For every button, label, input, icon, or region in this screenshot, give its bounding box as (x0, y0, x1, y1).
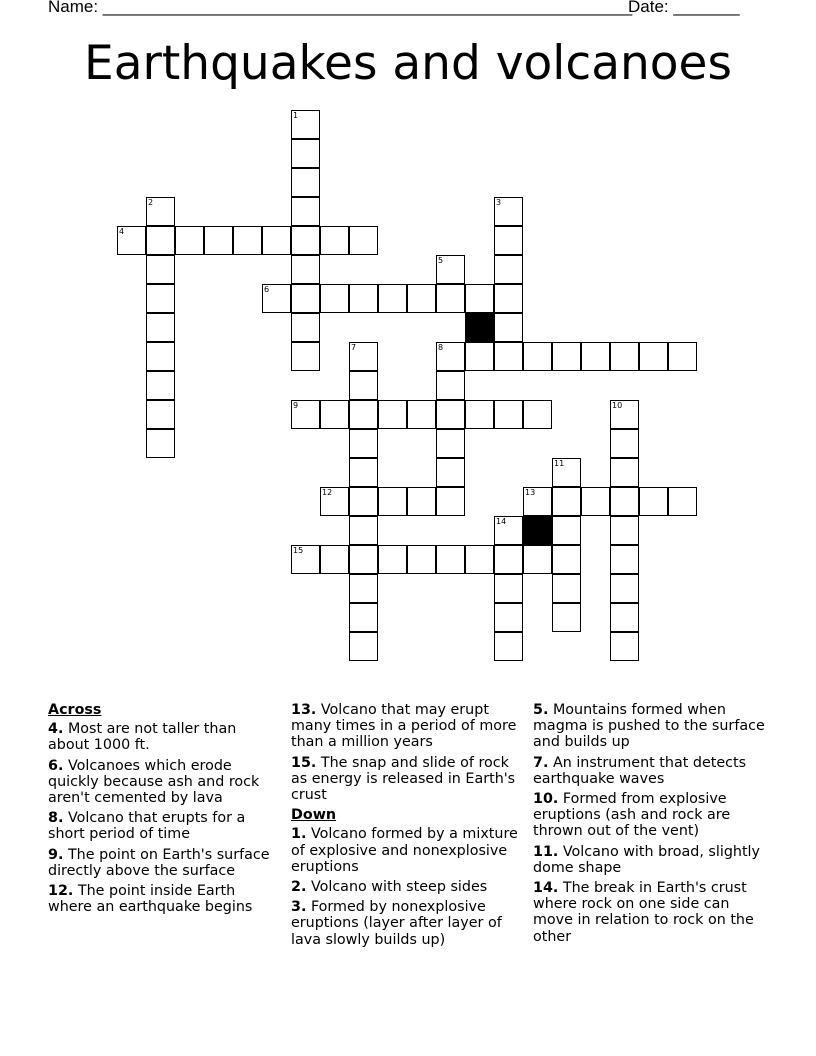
grid-cell[interactable] (465, 545, 494, 574)
clue-number: 1 (293, 111, 299, 120)
grid-cell[interactable] (465, 284, 494, 313)
grid-cell[interactable] (465, 342, 494, 371)
grid-cell[interactable] (552, 487, 581, 516)
clue-down-2: 2. Volcano with steep sides (291, 879, 488, 896)
grid-cell[interactable] (320, 400, 349, 429)
grid-cell[interactable] (146, 226, 175, 255)
grid-cell[interactable] (639, 487, 668, 516)
grid-cell[interactable] (291, 110, 320, 139)
clues-column-1 (48, 702, 276, 919)
black-square (523, 516, 552, 545)
grid-cell[interactable] (378, 400, 407, 429)
grid-cell[interactable] (146, 400, 175, 429)
grid-cell[interactable] (378, 284, 407, 313)
clue-down-7: 7. An instrument that detects earthquake waves (533, 754, 747, 787)
grid-cell[interactable] (146, 371, 175, 400)
clue-across-13: 13. Volcano that may erupt many times in a period of more than a million years (291, 702, 517, 751)
clue-number: 13 (525, 488, 536, 497)
clue-number: 10 (612, 401, 623, 410)
grid-cell[interactable] (552, 458, 581, 487)
grid-cell[interactable] (320, 284, 349, 313)
clue-number: 6 (264, 285, 270, 294)
grid-cell[interactable] (494, 516, 523, 545)
clue-across-9: 9. The point on Earth's surface directly above the surface (48, 846, 270, 879)
clue-number: 5 (438, 256, 444, 265)
grid-cell[interactable] (610, 429, 639, 458)
grid-cell[interactable] (349, 545, 378, 574)
grid-cell[interactable] (494, 342, 523, 371)
clue-number: 14 (496, 517, 507, 526)
name-field: Name: ________________________________________________________ (48, 0, 633, 16)
grid-cell[interactable] (523, 342, 552, 371)
grid-cell[interactable] (146, 313, 175, 342)
black-square (465, 313, 494, 342)
grid-cell[interactable] (146, 255, 175, 284)
grid-cell[interactable] (494, 603, 523, 632)
grid-cell[interactable] (378, 545, 407, 574)
grid-cell[interactable] (523, 487, 552, 516)
grid-cell[interactable] (436, 255, 465, 284)
grid-cell[interactable] (436, 545, 465, 574)
grid-cell[interactable] (552, 545, 581, 574)
grid-cell[interactable] (610, 632, 639, 661)
clue-down-3: 3. Formed by nonexplosive eruptions (layer after layer of lava slowly builds up) (291, 899, 502, 948)
clue-down-11: 11. Volcano with broad, slightly dome shape (533, 843, 760, 876)
clue-across-8: 8. Volcano that erupts for a short period of time (48, 810, 246, 843)
grid-cell[interactable] (610, 458, 639, 487)
grid-cell[interactable] (610, 516, 639, 545)
clue-down-1: 1. Volcano formed by a mixture of explosive and nonexplosive eruptions (291, 826, 518, 875)
clue-number: 4 (119, 227, 125, 236)
grid-cell[interactable] (233, 226, 262, 255)
grid-cell[interactable] (436, 400, 465, 429)
grid-cell[interactable] (436, 487, 465, 516)
grid-cell[interactable] (146, 342, 175, 371)
grid-cell[interactable] (610, 400, 639, 429)
grid-cell[interactable] (204, 226, 233, 255)
grid-cell[interactable] (349, 516, 378, 545)
clue-number: 8 (438, 343, 444, 352)
grid-cell[interactable] (291, 168, 320, 197)
grid-cell[interactable] (436, 429, 465, 458)
page-title: Earthquakes and volcanoes (84, 36, 732, 91)
grid-cell[interactable] (407, 400, 436, 429)
clue-number: 3 (496, 198, 502, 207)
grid-cell[interactable] (291, 255, 320, 284)
grid-cell[interactable] (349, 342, 378, 371)
grid-cell[interactable] (291, 139, 320, 168)
grid-cell[interactable] (291, 226, 320, 255)
grid-cell[interactable] (494, 574, 523, 603)
clue-across-4: 4. Most are not taller than about 1000 ft. (48, 721, 237, 754)
across-heading: Across (48, 702, 102, 718)
clue-number: 7 (351, 343, 357, 352)
grid-cell[interactable] (436, 458, 465, 487)
grid-cell[interactable] (378, 487, 407, 516)
grid-cell[interactable] (494, 255, 523, 284)
grid-cell[interactable] (349, 371, 378, 400)
grid-cell[interactable] (175, 226, 204, 255)
grid-cell[interactable] (349, 458, 378, 487)
grid-cell[interactable] (349, 574, 378, 603)
grid-cell[interactable] (262, 284, 291, 313)
grid-cell[interactable] (117, 226, 146, 255)
clue-number: 11 (554, 459, 565, 468)
grid-cell[interactable] (494, 545, 523, 574)
grid-cell[interactable] (552, 342, 581, 371)
grid-cell[interactable] (291, 545, 320, 574)
grid-cell[interactable] (349, 632, 378, 661)
clues-column-2 (291, 702, 519, 952)
clue-number: 9 (293, 401, 299, 410)
clue-down-5: 5. Mountains formed when magma is pushed to the surface and builds up (533, 702, 765, 751)
grid-cell[interactable] (639, 342, 668, 371)
grid-cell[interactable] (494, 632, 523, 661)
grid-cell[interactable] (291, 400, 320, 429)
grid-cell[interactable] (146, 429, 175, 458)
grid-cell[interactable] (494, 313, 523, 342)
grid-cell[interactable] (349, 487, 378, 516)
grid-cell[interactable] (436, 342, 465, 371)
clue-across-12: 12. The point inside Earth where an earthquake begins (48, 883, 253, 916)
grid-cell[interactable] (349, 284, 378, 313)
grid-cell[interactable] (610, 487, 639, 516)
grid-cell[interactable] (668, 342, 697, 371)
date-field: Date: _______ (628, 0, 740, 16)
grid-cell[interactable] (610, 574, 639, 603)
clue-number: 12 (322, 488, 333, 497)
clue-down-14: 14. The break in Earth's crust where rock on one side can move in relation to rock on the other (533, 880, 754, 945)
grid-cell[interactable] (320, 545, 349, 574)
grid-cell[interactable] (494, 226, 523, 255)
grid-cell[interactable] (291, 197, 320, 226)
grid-cell[interactable] (523, 400, 552, 429)
grid-cell[interactable] (436, 284, 465, 313)
clue-across-6: 6. Volcanoes which erode quickly because ash and rock aren't cemented by lava (48, 757, 260, 807)
grid-cell[interactable] (146, 197, 175, 226)
down-heading: Down (291, 807, 337, 824)
grid-cell[interactable] (552, 603, 581, 632)
grid-cell[interactable] (552, 516, 581, 545)
clue-number: 15 (293, 546, 304, 555)
grid-cell[interactable] (494, 284, 523, 313)
grid-cell[interactable] (494, 400, 523, 429)
grid-cell[interactable] (349, 603, 378, 632)
clue-down-10: 10. Formed from explosive eruptions (ash and rock are thrown out of the vent) (533, 791, 731, 840)
grid-cell[interactable] (436, 371, 465, 400)
grid-cell[interactable] (262, 226, 291, 255)
grid-cell[interactable] (610, 342, 639, 371)
grid-cell[interactable] (146, 284, 175, 313)
grid-cell[interactable] (494, 197, 523, 226)
grid-cell[interactable] (465, 400, 494, 429)
grid-cell[interactable] (552, 574, 581, 603)
grid-cell[interactable] (349, 400, 378, 429)
grid-cell[interactable] (523, 545, 552, 574)
grid-cell[interactable] (407, 545, 436, 574)
grid-cell[interactable] (349, 226, 378, 255)
grid-cell[interactable] (320, 487, 349, 516)
grid-cell[interactable] (668, 487, 697, 516)
grid-cell[interactable] (291, 342, 320, 371)
grid-cell[interactable] (581, 342, 610, 371)
grid-cell[interactable] (349, 429, 378, 458)
grid-cell[interactable] (581, 487, 610, 516)
grid-cell[interactable] (610, 603, 639, 632)
clue-number: 2 (148, 198, 154, 207)
grid-cell[interactable] (291, 284, 320, 313)
grid-cell[interactable] (320, 226, 349, 255)
grid-cell[interactable] (610, 545, 639, 574)
grid-cell[interactable] (407, 487, 436, 516)
grid-cell[interactable] (407, 284, 436, 313)
clues-column-3 (533, 702, 773, 949)
clue-across-15: 15. The snap and slide of rock as energy is released in Earth's crust (291, 754, 516, 804)
grid-cell[interactable] (291, 313, 320, 342)
